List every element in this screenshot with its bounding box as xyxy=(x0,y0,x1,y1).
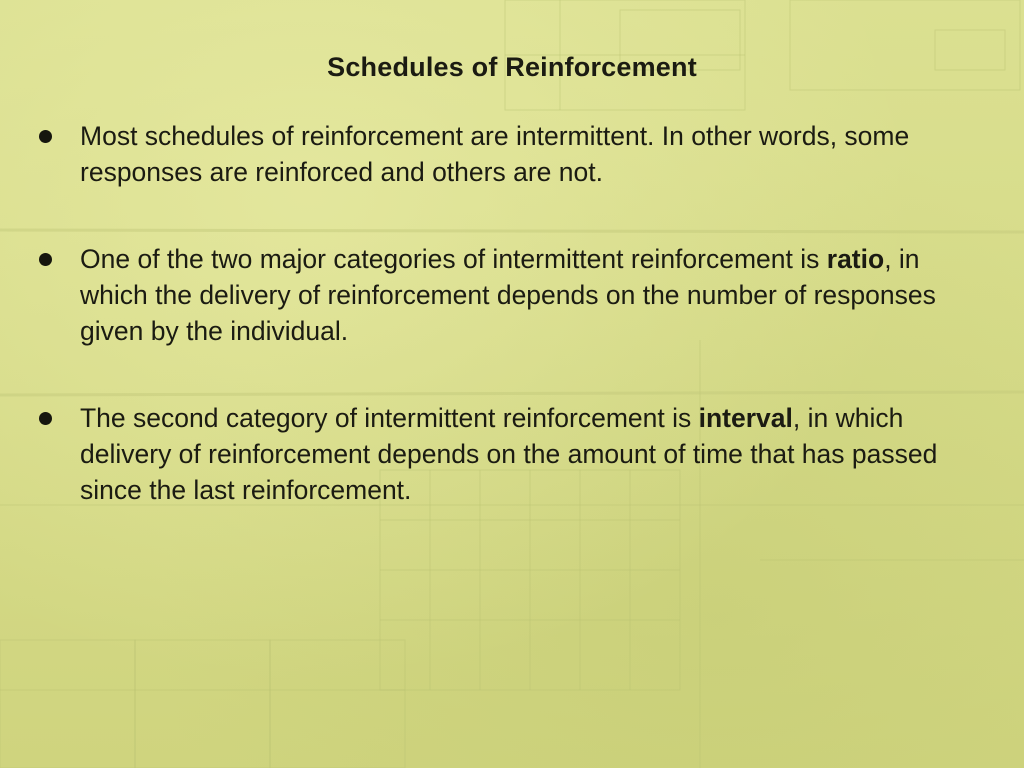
bullet-item-1 xyxy=(38,118,988,190)
keyword-interval: interval xyxy=(698,403,793,433)
bullet-dot-icon xyxy=(39,412,52,425)
bullet-text-2-after: , in which the delivery of reinforcement depends on the number of responses given by the individual. xyxy=(80,244,936,346)
bullet-item-3 xyxy=(38,400,988,508)
bullet-text-1: Most schedules of reinforcement are intermittent. In other words, some responses are reinforced and others are not. xyxy=(80,121,910,187)
bullet-text-3-before: The second category of intermittent reinforcement is xyxy=(80,403,699,433)
bullet-list xyxy=(38,118,988,559)
bullet-dot-icon xyxy=(39,253,52,266)
slide-title: Schedules of Reinforcement xyxy=(327,52,697,82)
bullet-text-3-after: , in which delivery of reinforcement depends on the amount of time that has passed since the last reinforcement. xyxy=(80,403,938,505)
bullet-text-2-before: One of the two major categories of intermittent reinforcement is xyxy=(80,244,827,274)
bullet-item-2 xyxy=(38,241,988,349)
bullet-dot-icon xyxy=(39,130,52,143)
keyword-ratio: ratio xyxy=(826,244,885,274)
